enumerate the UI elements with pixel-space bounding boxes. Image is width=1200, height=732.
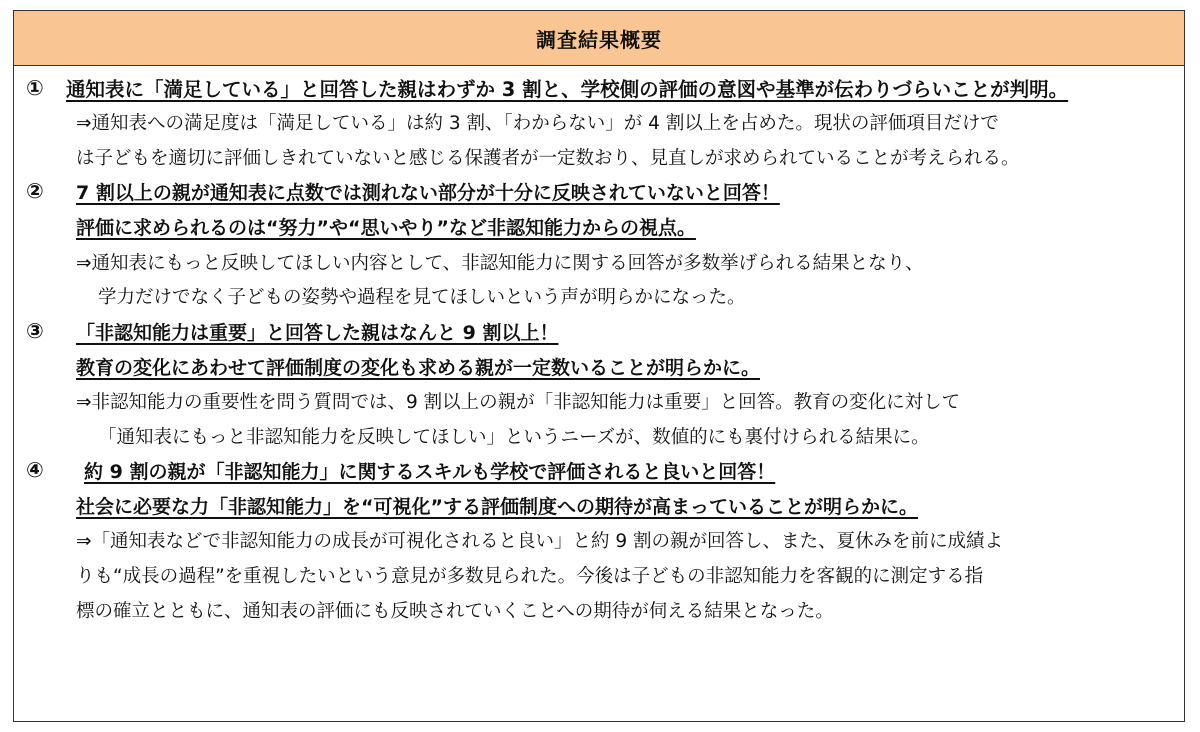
section-3-marker: ③ [26,319,44,343]
section-3-detail-2: 「通知表にもっと非認知能力を反映してほしい」というニーズが、数値的にも裏付けられる結果に。 [98,427,930,448]
section-2-headline-2: 評価に求められるのは“努力”や“思いやり”など非認知能力からの視点。 [76,217,696,239]
section-3-headline-2: 教育の変化にあわせて評価制度の変化も求める親が一定数いることが明らかに。 [76,357,761,379]
section-2-marker: ② [26,179,44,203]
section-4-marker: ④ [26,458,44,482]
section-3-headline-1: 「非認知能力は重要」と回答した親はなんと 9 割以上！ [76,322,559,344]
section-1-detail-2: は子どもを適切に評価しきれていないと感じる保護者が一定数おり、見直しが求められていることが考えられる。 [76,148,1020,169]
section-1-headline-1: 通知表に「満足している」と回答した親はわずか 3 割と、学校側の評価の意図や基準が伝わりづらいことが判明。 [66,78,1069,101]
section-1-marker: ① [26,76,44,100]
summary-header [14,11,1184,66]
section-4-detail-1: ⇒「通知表などで非認知能力の成長が可視化されると良い」と約 9 割の親が回答し、また、夏休みを前に成績よ [76,531,1004,552]
section-3-detail-1: ⇒非認知能力の重要性を問う質問では、9 割以上の親が「非認知能力は重要」と回答。教育の変化に対して [76,392,961,413]
section-4-detail-2: りも“成長の過程”を重視したいという意見が多数見られた。今後は子どもの非認知能力を客観的に測定する指 [76,566,984,587]
section-4-headline-2: 社会に必要な力「非認知能力」を“可視化”する評価制度への期待が高まっていることが明らかに。 [76,496,918,518]
section-4-detail-3: 標の確立とともに、通知表の評価にも反映されていくことへの期待が伺える結果となった。 [76,601,834,622]
section-4-headline-1: 約 9 割の親が「非認知能力」に関するスキルも学校で評価されると良いと回答！ [84,461,776,483]
section-1-detail-1: ⇒通知表への満足度は「満足している」は約 3 割、「わからない」が 4 割以上を占めた。現状の評価項目だけで [76,113,999,134]
section-2-detail-1: ⇒通知表にもっと反映してほしい内容として、非認知能力に関する回答が多数挙げられる結果となり、 [76,253,924,274]
section-2-detail-2: 学力だけでなく子どもの姿勢や過程を見てほしいという声が明らかになった。 [98,287,746,308]
section-2-headline-1: 7 割以上の親が通知表に点数では測れない部分が十分に反映されていないと回答！ [76,182,780,204]
summary-box [13,10,1185,722]
summary-title: 調査結果概要 [536,27,662,52]
